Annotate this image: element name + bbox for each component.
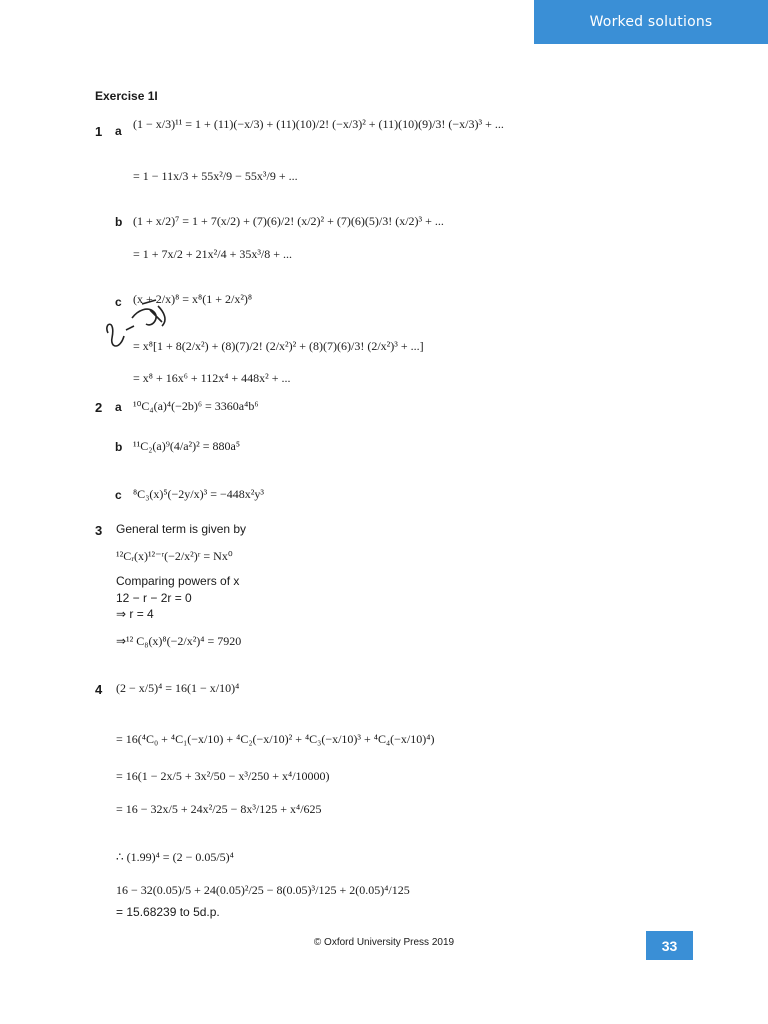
q4-final-answer: = 15.68239 to 5d.p.: [116, 905, 220, 919]
question-number-1: 1: [95, 124, 103, 139]
q1c-expansion-line2: = x⁸[1 + 8(2/x²) + (8)(7)/2! (2/x²)² + (8)(7)(6)/3! (2/x²)³ + ...]: [133, 339, 424, 353]
q4-line1: (2 − x/5)⁴ = 16(1 − x/10)⁴: [116, 681, 240, 695]
q1-part-a-label: a: [115, 124, 122, 138]
copyright-footer: © Oxford University Press 2019: [313, 937, 455, 948]
q2-part-c-label: c: [115, 488, 122, 502]
q3-equation: 12 − r − 2r = 0: [116, 591, 192, 605]
q1a-expansion-line1: (1 − x/3)¹¹ = 1 + (11)(−x/3) + (11)(10)/2! (−x/3)² + (11)(10)(9)/3! (−x/3)³ + ...: [133, 117, 504, 131]
q3-general-term: ¹²Cᵣ(x)¹²⁻ʳ(−2/x²)ʳ = Nx⁰: [116, 549, 233, 563]
question-number-4: 4: [95, 682, 103, 697]
exercise-title: Exercise 1I: [95, 89, 158, 103]
handwritten-scribble: [98, 288, 188, 358]
q3-r-value: ⇒ r = 4: [116, 607, 154, 621]
q3-text-line3: Comparing powers of x: [116, 574, 240, 588]
q2b-answer: ¹¹C₂(a)⁹(4/a²)² = 880a⁵: [133, 439, 241, 453]
q1-part-b-label: b: [115, 215, 123, 229]
q3-text-line1: General term is given by: [116, 522, 247, 536]
q1c-expansion-line1: (x + 2/x)⁸ = x⁸(1 + 2/x²)⁸: [133, 292, 253, 306]
q2a-answer: ¹⁰C₄(a)⁴(−2b)⁶ = 3360a⁴b⁶: [133, 399, 259, 413]
q4-line5: ∴ (1.99)⁴ = (2 − 0.05/5)⁴: [116, 850, 234, 864]
q2-part-a-label: a: [115, 400, 122, 414]
q1a-expansion-line2: = 1 − 11x/3 + 55x²/9 − 55x³/9 + ...: [133, 169, 298, 183]
q4-line4: = 16 − 32x/5 + 24x²/25 − 8x³/125 + x⁴/625: [116, 802, 322, 816]
q4-line6: 16 − 32(0.05)/5 + 24(0.05)²/25 − 8(0.05)³/125 + 2(0.05)⁴/125: [116, 883, 410, 897]
q2-part-b-label: b: [115, 440, 123, 454]
question-number-2: 2: [95, 400, 103, 415]
q1-part-c-label: c: [115, 295, 122, 309]
q1b-expansion-line2: = 1 + 7x/2 + 21x²/4 + 35x³/8 + ...: [133, 247, 293, 261]
q1b-expansion-line1: (1 + x/2)⁷ = 1 + 7(x/2) + (7)(6)/2! (x/2)² + (7)(6)(5)/3! (x/2)³ + ...: [133, 214, 444, 228]
q4-line2: = 16(⁴C₀ + ⁴C₁(−x/10) + ⁴C₂(−x/10)² + ⁴C₃(−x/10)³ + ⁴C₄(−x/10)⁴): [116, 732, 435, 746]
question-number-3: 3: [95, 523, 103, 538]
page-number: 33: [646, 931, 693, 960]
q3-term-value: ⇒¹² C₈(x)⁸(−2/x²)⁴ = 7920: [116, 634, 242, 648]
q4-line3: = 16(1 − 2x/5 + 3x²/50 − x³/250 + x⁴/10000): [116, 769, 330, 783]
section-banner: Worked solutions: [534, 0, 768, 44]
q1c-expansion-line3: = x⁸ + 16x⁶ + 112x⁴ + 448x² + ...: [133, 371, 291, 385]
q2c-answer: ⁸C₃(x)⁵(−2y/x)³ = −448x²y³: [133, 487, 264, 501]
